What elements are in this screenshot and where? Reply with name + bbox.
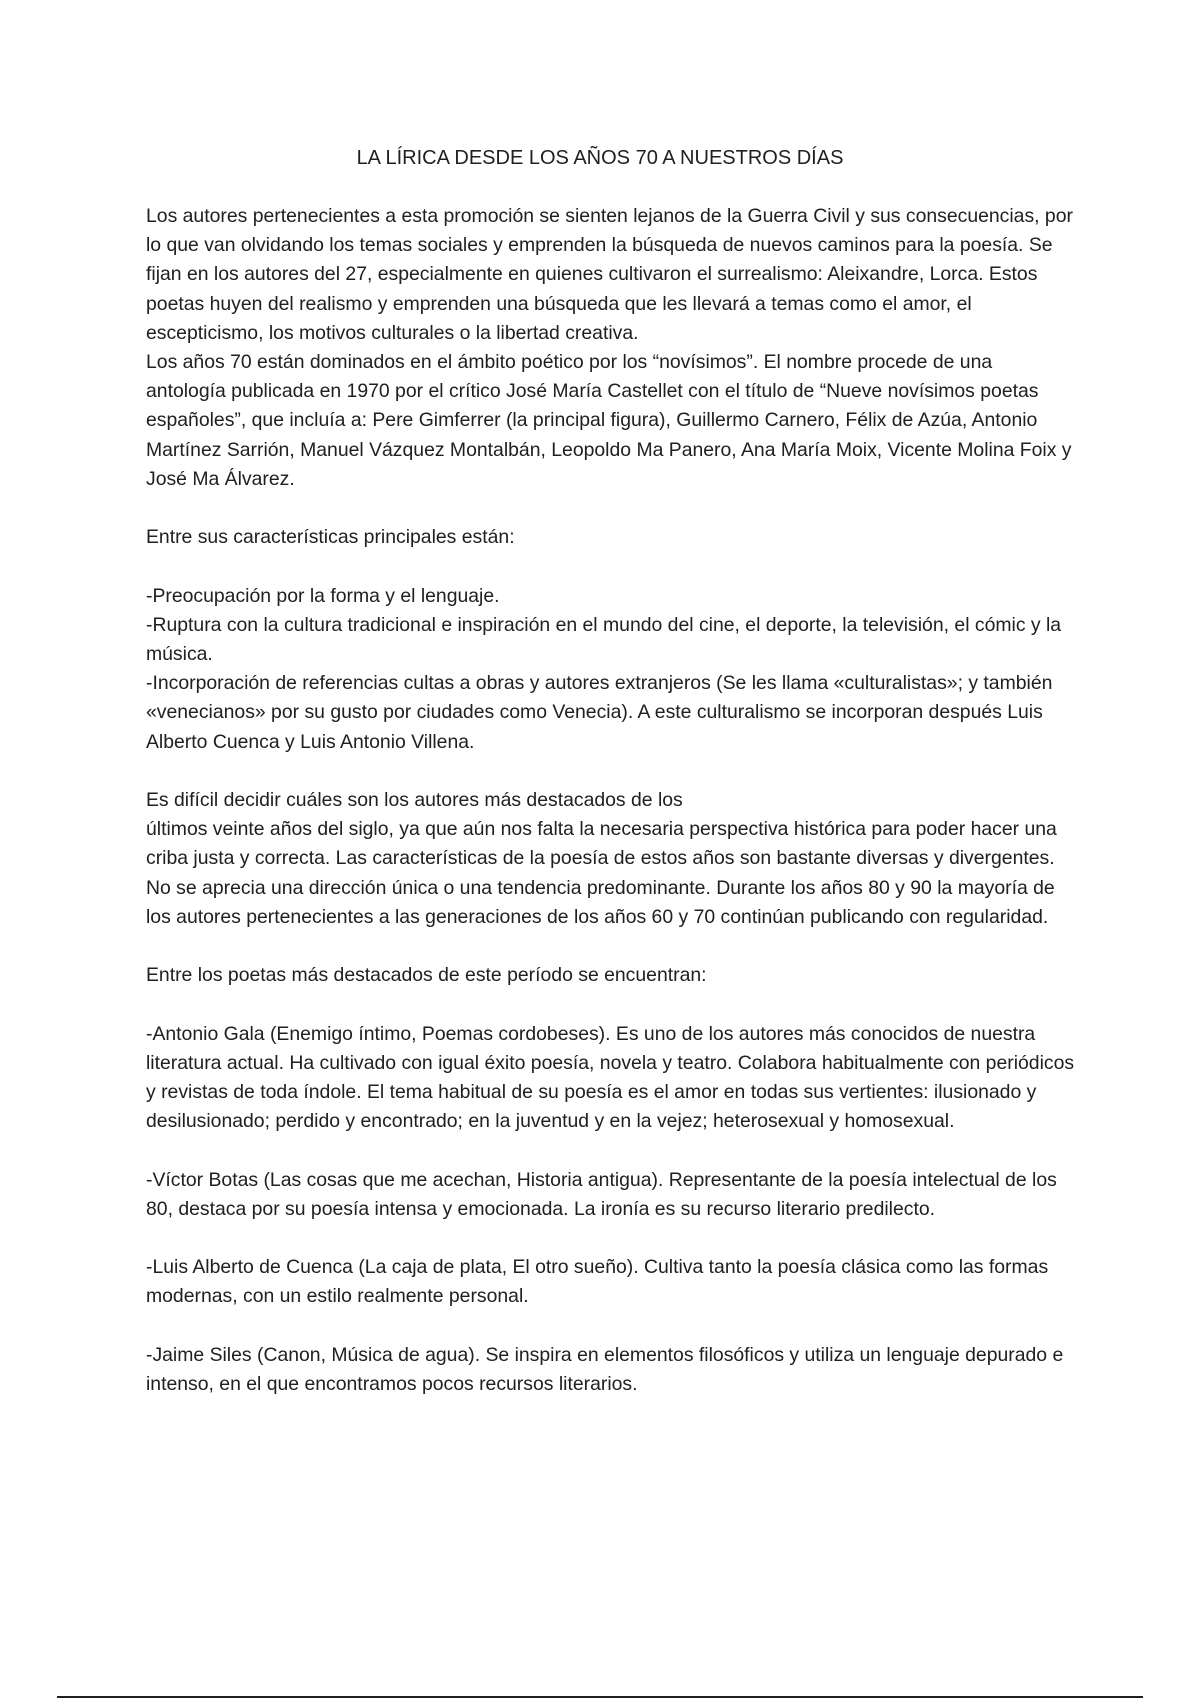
list-item-poet: -Antonio Gala (Enemigo íntimo, Poemas cordobeses). Es uno de los autores más conocidos de nuestra literatura actual. Ha cultivado con igual éxito poesía, novela y teatro. Colabora habitualmente con periódicos y revistas de toda índole. El tema habitual de su poesía es el amor en todas sus vertientes: ilusionado y desilusionado; perdido y encontrado; en la juventud y en la vejez; heterosexual y homosexual. <box>146 1022 1075 1133</box>
paragraph-characteristics-heading: Entre sus características principales están: <box>146 526 515 549</box>
paragraph-difficulty-line: Es difícil decidir cuáles son los autores más destacados de los <box>146 789 683 812</box>
paragraph-gap <box>146 757 1076 786</box>
paragraph-novisimos: Los años 70 están dominados en el ámbito poético por los “novísimos”. El nombre procede de una antología publicada en 1970 por el crítico José María Castellet con el título de “Nueve novísimos poetas españoles”, que incluía a: Pere Gimferrer (la principal figura), Guillermo Carnero, Félix de Azúa, Antonio Martínez Sarrión, Manuel Vázquez Montalbán, Leopoldo Ma Panero, Ana María Moix, Vicente Molina Foix y José Ma Álvarez. <box>146 351 1072 490</box>
paragraph-gap <box>146 990 1076 1019</box>
paragraph-intro: Los autores pertenecientes a esta promoción se sienten lejanos de la Guerra Civil y sus consecuencias, por lo que van olvidando los temas sociales y emprenden la búsqueda de nuevos caminos para la poesía. Se fijan en los autores del 27, especialmente en quienes cultivaron el surrealismo: Aleixandre, Lorca. Estos poetas huyen del realismo y emprenden una búsqueda que les llevará a temas como el amor, el escepticismo, los motivos culturales o la libertad creativa. <box>146 205 1073 344</box>
list-item-characteristic: -Preocupación por la forma y el lenguaje. <box>146 584 500 607</box>
footer-divider <box>57 1696 1143 1698</box>
list-item-characteristic: -Incorporación de referencias cultas a obras y autores extranjeros (Se les llama «culturalistas»; y también «venecianos» por su gusto por ciudades como Venecia). A este culturalismo se incorporan después Luis Alberto Cuenca y Luis Antonio Villena. <box>146 672 1053 753</box>
list-item-characteristic: -Ruptura con la cultura tradicional e inspiración en el mundo del cine, el deporte, la televisión, el cómic y la música. <box>146 613 1062 666</box>
paragraph-gap <box>146 932 1076 961</box>
paragraph-gap <box>146 494 1076 523</box>
list-item-poet: -Jaime Siles (Canon, Música de agua). Se inspira en elementos filosóficos y utiliza un lenguaje depurado e intenso, en el que encontramos pocos recursos literarios. <box>146 1343 1064 1395</box>
document-body <box>146 202 1076 1399</box>
list-item-poet: -Luis Alberto de Cuenca (La caja de plata, El otro sueño). Cultiva tanto la poesía clásica como las formas modernas, con un estilo realmente personal. <box>146 1256 1049 1308</box>
paragraph-gap <box>146 1312 1076 1341</box>
page-title: LA LÍRICA DESDE LOS AÑOS 70 A NUESTROS DÍAS <box>356 147 844 169</box>
paragraph-poets-heading: Entre los poetas más destacados de este período se encuentran: <box>146 964 707 987</box>
paragraph-gap <box>146 1224 1076 1253</box>
list-item-poet: -Víctor Botas (Las cosas que me acechan, Historia antigua). Representante de la poesía intelectual de los 80, destaca por su poesía intensa y emocionada. La ironía es su recurso literario predilecto. <box>146 1168 1057 1220</box>
paragraph-last-decades: últimos veinte años del siglo, ya que aún nos falta la necesaria perspectiva histórica para poder hacer una criba justa y correcta. Las características de la poesía de estos años son bastante diversas y divergentes. No se aprecia una dirección única o una tendencia predominante. Durante los años 80 y 90 la mayoría de los autores pertenecientes a las generaciones de los años 60 y 70 continúan publicando con regularidad. <box>146 818 1057 928</box>
paragraph-gap <box>146 552 1076 581</box>
paragraph-gap <box>146 1136 1076 1165</box>
